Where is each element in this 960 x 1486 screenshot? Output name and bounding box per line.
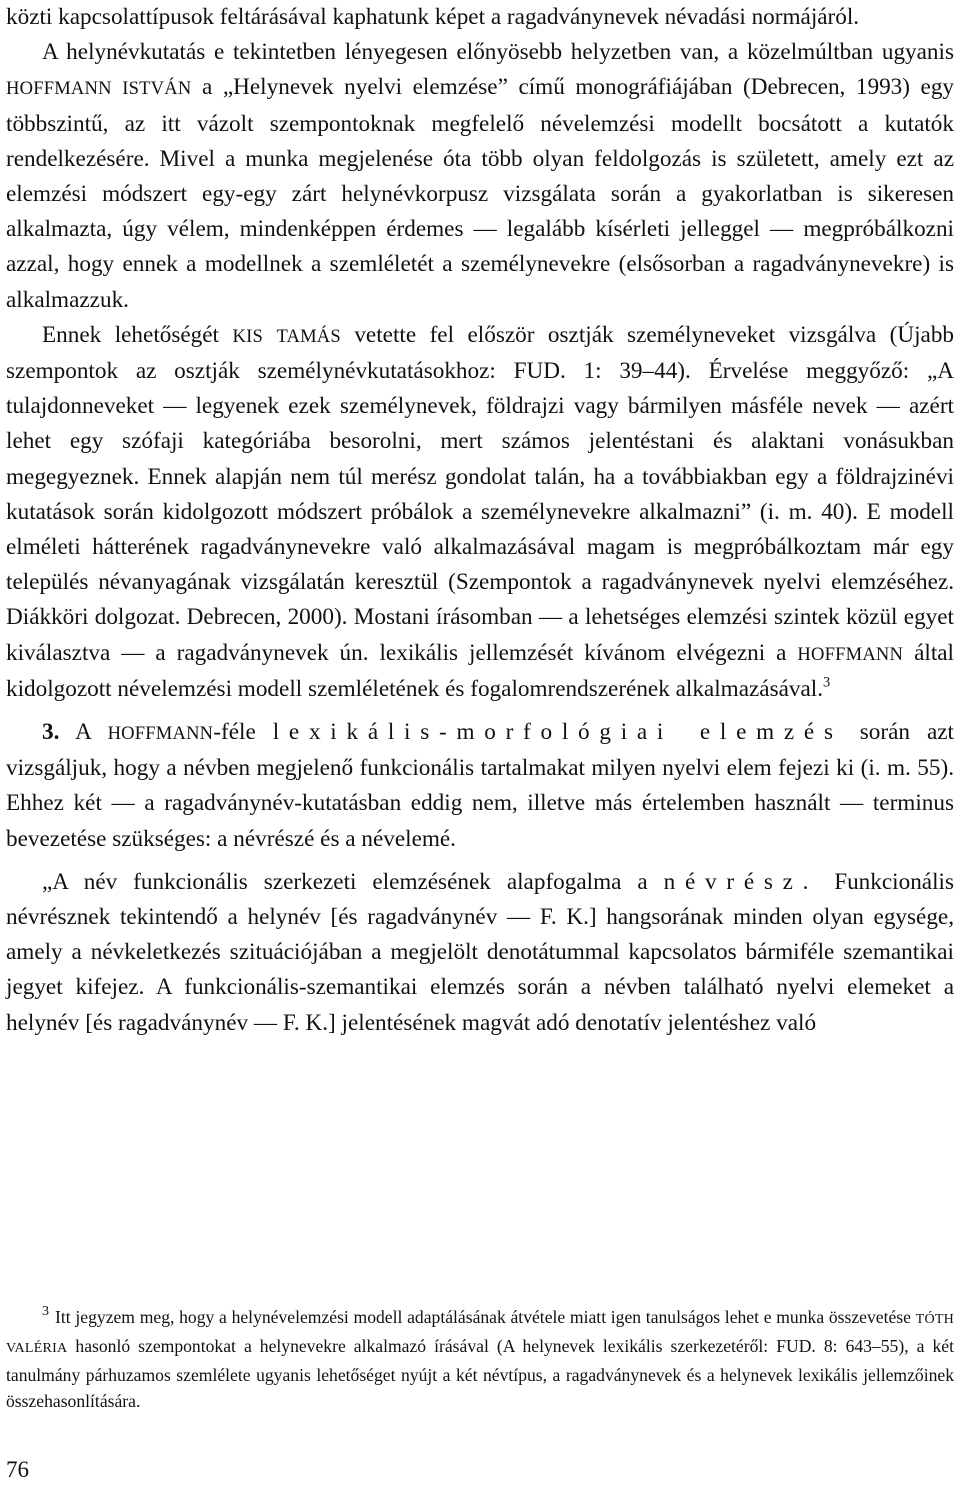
author-name-istvan: ISTVÁN xyxy=(122,78,192,100)
section-3-text-c: során azt vizsgáljuk, hogy a névben megjelenő funkcionális tartalmakat milyen nyelvi elem fejezi ki (i. m. 55). Ehhez két — a ragadványnév-kutatásban eddig nem, illetve más értelemben használt — terminus bevezetése szükséges: a névrészé és a névelemé. xyxy=(6,719,954,852)
author-name-hoffmann: HOFFMANN xyxy=(6,78,112,100)
paragraph-2-text-b: a „Helynevek nyelvi elemzése” című monográfiájában (Debrecen, 1993) egy többszintű, az itt vázolt szempontoknak megfelelő névelemzési modellt bocsátott a kutatók rendelkezésére. Mivel a munka megjelenése óta több olyan feldolgozás is született, amely ezt az elemzési módszert egy-egy zárt helynévkorpusz vizsgálata során a gyakorlatban is sikeresen alkalmazta, úgy vélem, mindenképpen érdemes — legalább kísérleti jelleggel — megpróbálkozni azzal, hogy ennek a modellnek a szemléletét a személynevekre (elsősorban a ragadványnevekre) is alkalmazzuk. xyxy=(6,74,955,313)
paragraph-3 xyxy=(6,318,954,707)
paragraph-1-text: közti kapcsolattípusok feltárásával kaphatunk képet a ragadványnevek névadási normájáról. xyxy=(6,4,860,30)
quote-text-b: Funkcionális névrésznek tekintendő a helynév [és ragadványnév — F. K.] hangsorának minden olyan egysége, amely a névkeletkezés szituációjában a megjelölt denotátummal kapcsolatos bármiféle szemantikai jegyet kifejez. A funkcionális-szemantikai elemzés során a névben található nyelvi elemeket a helynév [és ragadványnév — F. K.] jelentésének magvát adó denotatív jelentéshez való xyxy=(6,868,954,1036)
emphasized-term-nevresz: névrész. xyxy=(663,868,819,895)
paragraph-2-text-a: A helynévkutatás e tekintetben lényegesen előnyösebb helyzetben van, a közelmúltban ugyanis xyxy=(42,39,954,66)
author-name-tamas: TAMÁS xyxy=(276,325,341,347)
footnote-text-b: hasonló szempontokat a helynevekre alkalmazó írásával (A helynevek lexikális szerkezetéről: FUD. 8: 643–55), a két tanulmány párhuzamos szemlélete ugyanis lehetőséget nyújt a két névtípus, a ragadványnevek és a helynevek lexikális jellemzőinek összehasonlítására. xyxy=(6,1335,954,1412)
footnote-number: 3 xyxy=(42,1303,50,1320)
paragraph-3-text-a: Ennek lehetőségét xyxy=(42,321,233,348)
author-name-hoffmann-3: HOFFMANN xyxy=(107,723,214,745)
section-3-paragraph xyxy=(6,715,954,857)
quote-paragraph xyxy=(6,865,954,1041)
footnote-text-a: Itt jegyzem meg, hogy a helynévelemzési modell adaptálásának átvétele miatt igen tanulságos lehet e munka összevetése xyxy=(55,1307,916,1327)
section-3-text-a: A xyxy=(59,719,108,746)
paragraph-1 xyxy=(6,0,954,35)
paragraph-3-text-c: által kidolgozott névelemzési modell szemléletének és fogalomrendszerének alkalmazásával. xyxy=(6,639,954,702)
document-page xyxy=(6,0,955,1482)
footnote-author-valeria: VALÉRIA xyxy=(6,1339,68,1356)
author-name-kis: KIS xyxy=(232,325,263,347)
section-number: 3. xyxy=(42,719,60,746)
author-name-hoffmann-2: HOFFMANN xyxy=(797,643,904,665)
paragraph-3-text-b: vetette fel először osztják személyneveket vizsgálva (Újabb szempontok az osztják személynévkutatásokhoz: FUD. 1: 39–44). Érvelése meggyőző: „A tulajdonneveket — legyenek ezek személynevek, földrajzi vagy bármilyen másféle nevek — azért lehet egy szófaji kategóriába besorolni, mert számos jelentéstani és alaktani vonásukban megegyeznek. Ennek alapján nem túl merész gondolat talán, ha a továbbiakban egy a földrajzinévi kutatások során kidolgozott módszert próbálok a személynevekre alkalmazni” (i. m. 40). E modell elméleti hátterének ragadványnevekre való alkalmazásával magam is megpróbálkoztam már egy település névanyagának vizsgálatán keresztül (Szempontok a ragadványnevek nyelvi elemzéséhez. Diákköri dolgozat. Debrecen, 2000). Mostani írásomban — a lehetséges elemzési szintek közül egyet kiválasztva — a ragadványnevek ún. lexikális jellemzését kívánom elvégezni a xyxy=(6,321,955,666)
footnote-paragraph xyxy=(6,1304,954,1415)
section-3-text-b: -féle xyxy=(213,719,273,746)
footnote-reference[interactable]: 3 xyxy=(823,674,831,691)
paragraph-2 xyxy=(6,35,954,318)
emphasized-term: lexikális-morfológiai elemzés xyxy=(272,719,843,746)
main-text xyxy=(6,0,954,1041)
footnote-author-toth: TÓTH xyxy=(915,1311,954,1327)
footnote xyxy=(6,1304,954,1415)
page-number: 76 xyxy=(6,1457,29,1482)
quote-text-a: „A név funkcionális szerkezeti elemzésének alapfogalma a xyxy=(42,868,664,895)
